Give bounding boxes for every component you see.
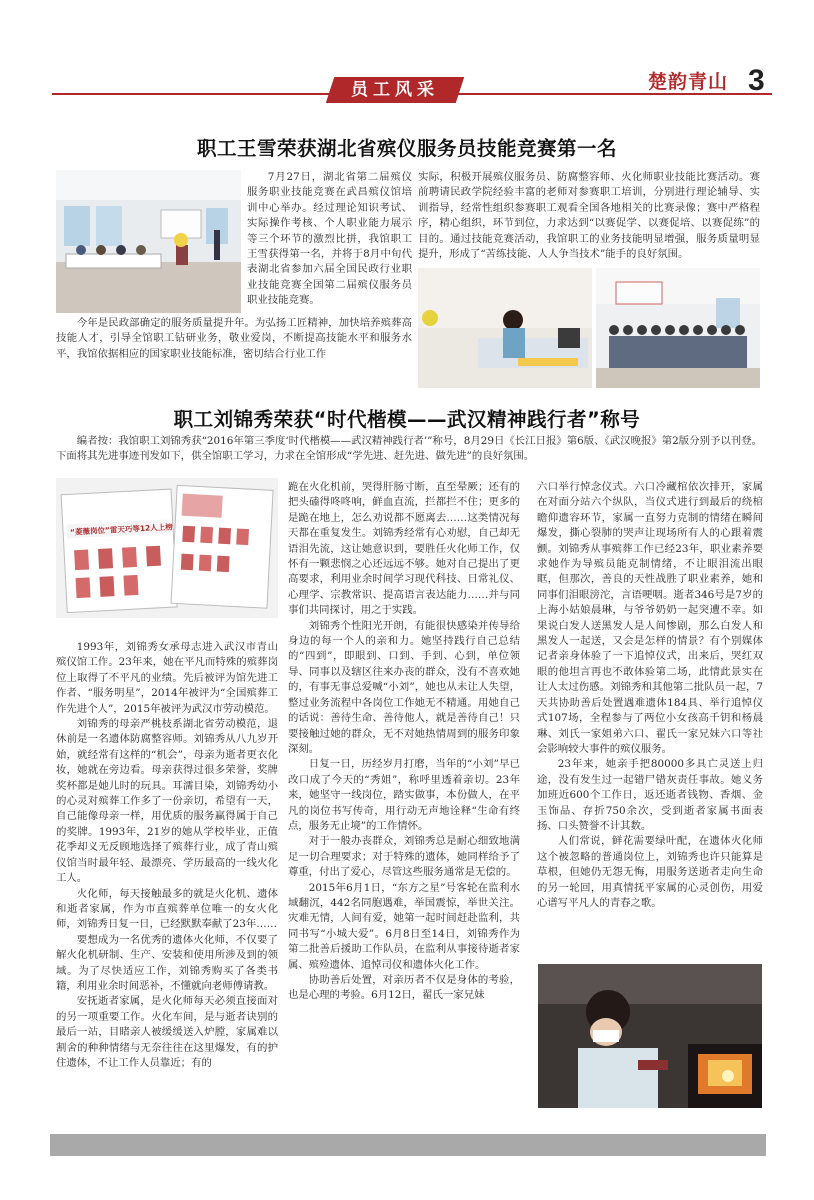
article2-paragraph: 23年来，她亲手把80000多具亡灵送上归途，没有发生过一起错尸错灰责任事故。她义务加班近600个工作日，返还逝者钱物、香烟、金玉饰品、存折750余次，受到逝者家属书面表扬、口头赞誉不计其数。: [537, 758, 763, 832]
group-illustration: [596, 268, 760, 388]
article1-paragraph: 7月27日，湖北省第二届殡仪服务职业技能竞赛在武昌殡仪馆培训中心举办。经过理论知识考试、实际操作考核、个人职业能力展示等三个环节的激烈比拼，我馆职工王雪获得第一名，并将于8月中旬代表湖北省参加六届全国民政行业职业技能竞赛全国第二届殡仪服务员职业技能竞赛。: [247, 171, 412, 307]
article1-paragraph: 实际，积极开展殡仪服务员、防腐整容师、火化师职业技能比赛活动。赛前聘请民政学院经验丰富的老师对参赛职工培训，分别进行理论辅导、实训指导，经常性组织参赛职工观看全国各地相关的比赛录像；赛中严格程序，精心组织，环节到位，力求达到“以赛促学、以赛促培、以赛促练”的目的。通过技能竞赛活动，我馆职工的业务技能明显增强，服务质量明显提升，形成了“苦练技能、人人争当技术”能手的良好氛围。: [418, 171, 760, 261]
article1-paragraph: 今年是民政部确定的服务质量提升年。为弘扬工匠精神，加快培养殡葬高技能人才，引导全馆职工钻研业务，敬业爱岗，不断提高技能水平和服务水平，我馆依据相应的国家职业技能标准，密切结合行业工作: [56, 317, 412, 360]
article2-paragraph: 刘锦秀的母亲严桃枝系湖北省劳动模范，退休前是一名遗体防腐整容师。刘锦秀从八九岁开始，就经常有这样的“机会”，母亲为逝者更衣化妆，她就在旁边看。母亲获得过很多荣誉，奖牌奖杯都是她儿时的玩具。耳濡目染，刘锦秀幼小的心灵对殡葬工作多了一份亲切，希望有一天，自己能像母亲一样，用优质的服务赢得属于自己的奖牌。1993年，21岁的她从学校毕业，正值花季却义无反顾地选择了殡葬行业，成了青山殡仪馆当时最年轻、最漂亮、学历最高的一线火化工人。: [56, 718, 278, 885]
article1-col-b: [418, 170, 760, 262]
competition-hall-illustration: [56, 170, 241, 313]
article2-paragraph: 要想成为一名优秀的遗体火化师，不仅要了解火化机研制、生产、安装和使用所涉及到的领域。为了尽快适应工作，刘锦秀购买了各类书籍，利用业余时间恶补，不懂就向老师傅请教。: [56, 933, 278, 992]
article2-paragraph: 协助善后处置，对亲历者不仅是身体的考验，也是心理的考验。6月12日，翟氏一家兄妹: [288, 974, 520, 1002]
photo-group: [596, 268, 760, 388]
cremation-worker-illustration: [538, 964, 762, 1108]
article2-col1: [56, 640, 278, 1071]
newspaper-clippings-illustration: [56, 478, 278, 618]
article2-paragraph: 火化师，每天接触最多的就是火化机、遗体和逝者家属，作为市直殡葬单位唯一的女火化师，刘锦秀日复一日，已经默默奉献了23年……: [56, 887, 278, 931]
article2-col3: [537, 480, 763, 911]
editor-note: [56, 434, 762, 465]
article2-paragraph: 刘锦秀个性阳光开朗，有能很快感染并传导给身边的每一个人的亲和力。她坚持践行自己总结的“四到”，即眼到、口到、手到、心到，单位领导、同事以及辖区往来办丧的群众，没有不喜欢她的，有事无事总爱喊“小刘”，她也从未让人失望，整过业务流程中各岗位工作她无不精通。用她自己的话说：善待生命、善待他人，就是善待自己！只要接触过她的群众，无不对她热情周到的服务印象深刻。: [288, 619, 520, 755]
article2-paragraph: 人们常说，鲜花需要绿叶配，在遗体火化师这个被忽略的普通岗位上，刘锦秀也许只能算是草根，但她仍无怨无悔，用服务送逝者走向生命的另一轮回，用真情抚平家属的心灵创伤，用爱心谱写平凡人的青春之歌。: [537, 835, 763, 909]
photo-contestant: [418, 268, 592, 388]
article1-col-a: [247, 170, 412, 309]
editor-note-text: 编者按：我馆职工刘锦秀获“2016年第三季度‘时代楷模——武汉精神践行者’”称号，8月29日《长江日报》第6版、《武汉晚报》第2版分别予以刊登。下面将其先进事迹刊发如下，供全馆职工学习，力求在全馆形成“学先进、赶先进、做先进”的良好氛围。: [56, 435, 762, 463]
article2-col2: [288, 480, 520, 1004]
article1-title: 职工王雪荣获湖北省殡仪服务员技能竞赛第一名: [196, 137, 617, 160]
article2-paragraph: 2015年6月1日，“东方之星”号客轮在监利水域翻沉，442名同胞遇难，举国震惊，举世关注。灾难无情，人间有爱，她第一起时间赶赴监利，共同书写“小城大爱”。6月8日至14日，刘锦秀作为第二批善后援助工作队员，在监利从事接待逝者家属、殡殓遗体、追悼司仪和遗体火化工作。: [288, 881, 520, 971]
section-badge: [320, 77, 470, 105]
photo-newspaper-clippings: [56, 478, 278, 618]
page-number: 3: [748, 64, 765, 97]
footer-bar: [50, 1134, 766, 1156]
newspaper-name: 楚韵青山: [648, 71, 729, 93]
contestant-illustration: [418, 268, 592, 388]
article2-paragraph: 跪在火化机前，哭得肝肠寸断，直至晕厥；还有的把头磕得咚咚响，鲜血直流，拦都拦不住；更多的是跪在地上，怎么劝说都不愿离去……这类情况每天都在重复发生。刘锦秀经常有心劝慰，自己却无语泪先流，这让她意识到，要胜任火化师工作，仅怀有一颗悲悯之心还远远不够。她对自己提出了更高要求，利用业余时间学习现代科技、日常礼仪、心理学、宗教常识、提高语言表达能力……并与同事们共同探讨，用之于实践。: [288, 481, 520, 617]
section-label: 员工风采: [351, 80, 439, 100]
article2-paragraph: 六口举行悼念仪式。六口冷藏棺依次排开，家属在对面分站六个纵队，当仪式进行到最后的绕棺瞻仰遗容环节，家属一直努力克制的情绪在瞬间爆发，撕心裂肺的哭声让现场所有人的心跟着震颤。刘锦秀从事殡葬工作已经23年，职业素养要求她作为导殡员能克制情绪，不让眼泪流出眼眶，但那次，善良的天性战胜了职业素养，她和同事们泪眼滂沱，言语哽咽。逝者346号是7岁的上海小姑娘晨琳，与爷爷奶奶一起突遭不幸。如果说白发人送黑发人是人间惨剧，那么白发人和黑发人一起送，又会是怎样的情景？有个别媒体记者亲身体验了一下追悼仪式，出来后，哭红双眼的他坦言再也不敢体验第二场，此情此景实在让人太过伤感。刘锦秀和其他第二批队员一起，7天共协助善后处置遇难遗体184具、举行追悼仪式107场，全程参与了两位小女孩高千钥和杨晨琳、刘氏一家姐弟六口、翟氏一家兄妹六口等社会影响较大事件的殡仪服务。: [537, 481, 763, 755]
newspaper-banner: “菱薇岗位”雷天巧等12人上榜: [69, 522, 173, 537]
article2-title: 职工刘锦秀荣获“时代楷模——武汉精神践行者”称号: [173, 408, 641, 431]
photo-competition-hall: [56, 170, 241, 313]
photo-cremation-worker: [538, 964, 762, 1108]
article2-paragraph: 日复一日，历经岁月打磨，当年的“小刘”早已改口成了今天的“秀姐”，称呼里透着亲切。23年来，她坚守一线岗位，踏实做事，本份做人，在平凡的岗位书写传奇，用行动无声地诠释“生命有终点，服务无止境”的工作情怀。: [288, 758, 520, 832]
article1-col-a-cont: [56, 316, 412, 362]
article2-paragraph: 安抚逝者家属，是火化师每天必须直接面对的另一项重要工作。火化车间，是与逝者诀别的最后一站，目睹亲人被缓缓送入炉膛，家属难以割舍的种种情绪与无奈往往在这里爆发，有的护住遗体，不让工作人员靠近；有的: [56, 995, 278, 1069]
page-header: [52, 64, 772, 105]
article2-paragraph: 对于一般办丧群众，刘锦秀总是耐心细致地满足一切合理要求；对于特殊的遗体，她同样给予了尊重，付出了爱心，尽管这些服务通常是无偿的。: [288, 835, 520, 879]
article2-paragraph: 1993年，刘锦秀女承母志进入武汉市青山殡仪馆工作。23年来，她在平凡而特殊的殡葬岗位上取得了不平凡的业绩。先后被评为馆先进工作者、“服务明星”，2014年被评为“全国殡葬工作先进个人”，2015年被评为武汉市劳动模范。: [56, 641, 278, 715]
